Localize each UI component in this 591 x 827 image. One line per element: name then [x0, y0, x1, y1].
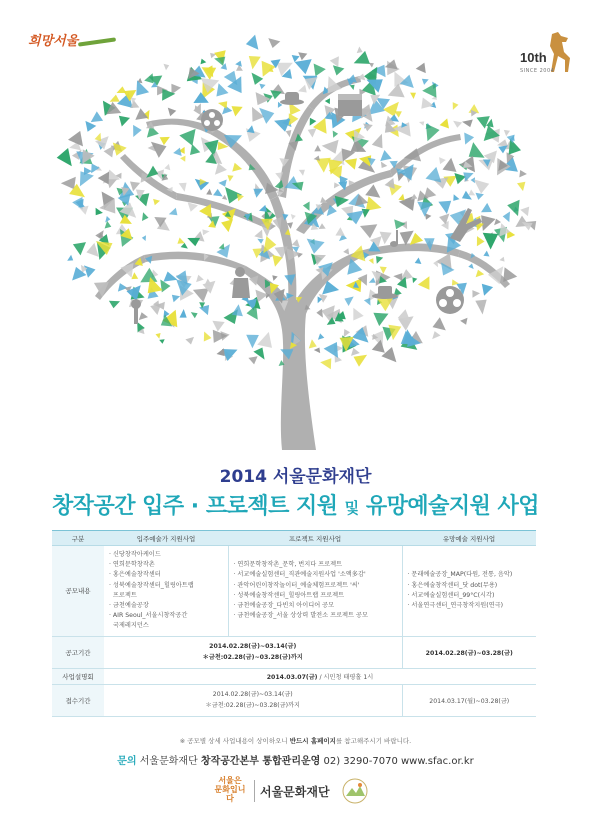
leaf-triangle: [109, 301, 120, 309]
leaf-triangle: [160, 137, 170, 145]
row-label: 사업설명회: [52, 668, 104, 684]
leaf-triangle: [422, 79, 429, 85]
leaf-triangle: [433, 260, 438, 267]
leaf-triangle: [503, 267, 517, 282]
leaf-triangle: [303, 202, 310, 211]
leaf-triangle: [307, 239, 325, 254]
leaf-triangle: [299, 170, 305, 176]
leaf-triangle: [372, 134, 383, 149]
leaf-triangle: [314, 255, 326, 265]
leaf-triangle: [221, 219, 233, 232]
leaf-triangle: [334, 182, 340, 188]
leaf-triangle: [422, 83, 436, 98]
leaf-triangle: [232, 163, 242, 172]
leaf-triangle: [344, 329, 350, 337]
logo-divider: [254, 780, 255, 802]
seoul-emblem-icon: [340, 776, 370, 806]
leaf-triangle: [469, 142, 485, 158]
leaf-triangle: [462, 120, 473, 128]
leaf-triangle: [259, 205, 267, 212]
film-reel-icon: [436, 286, 464, 314]
leaf-triangle: [291, 214, 296, 220]
content-item: 프로젝트: [109, 591, 137, 599]
leaf-triangle: [319, 223, 326, 229]
leaf-triangle: [369, 278, 376, 283]
leaf-triangle: [376, 256, 383, 264]
leaf-triangle: [519, 170, 527, 177]
leaf-triangle: [259, 84, 265, 90]
leaf-triangle: [318, 333, 324, 339]
leaf-triangle: [365, 184, 380, 197]
leaf-triangle: [410, 233, 423, 245]
leaf-triangle: [131, 272, 138, 279]
leaf-triangle: [248, 356, 257, 364]
table-row-period: [52, 636, 536, 668]
hope-seoul-logo: 희망서울: [28, 30, 78, 49]
content-item: · 서교예술실험센터_직관예술지원사업 '소액多감': [233, 571, 366, 579]
content-item: · 서울연극센터_연극창작지원(연극): [407, 602, 504, 610]
leaf-triangle: [398, 194, 404, 201]
leaf-triangle: [212, 321, 224, 332]
table-row-briefing: [52, 668, 536, 684]
title-main-part1: 창작공간 입주 · 프로젝트 지원: [51, 494, 338, 519]
tree-illustration: [20, 30, 571, 450]
content-item: · 신당창작아케이드: [109, 551, 161, 558]
leaf-triangle: [364, 298, 371, 306]
leaf-triangle: [119, 116, 130, 127]
leaf-triangle: [424, 187, 436, 199]
table-row-content: [52, 546, 536, 637]
leaf-triangle: [270, 90, 282, 99]
leaf-triangle: [196, 275, 204, 282]
leaf-triangle: [257, 332, 272, 348]
leaf-triangle: [235, 61, 242, 67]
leaf-triangle: [481, 203, 492, 212]
leaf-triangle: [477, 236, 485, 246]
leaf-triangle: [417, 202, 432, 217]
leaf-triangle: [113, 143, 127, 156]
leaf-triangle: [179, 183, 187, 192]
leaf-triangle: [494, 219, 501, 225]
title-year: 2014 서울문화재단: [219, 467, 372, 487]
leaf-triangle: [73, 242, 86, 255]
leaf-triangle: [191, 312, 198, 318]
leaf-triangle: [385, 59, 398, 69]
leaf-triangle: [438, 201, 451, 214]
since-text: SINCE 2004: [520, 68, 555, 74]
leaf-triangle: [346, 278, 362, 292]
leaf-triangle: [421, 98, 433, 109]
footnote: ※ 공모별 상세 사업내용이 상이하오니 반드시 홈페이지를 참고해주시기 바랍니다.: [179, 737, 412, 745]
leaf-triangle: [164, 164, 170, 170]
leaf-triangle: [144, 73, 153, 83]
hat-icon: [280, 92, 304, 105]
leaf-triangle: [135, 193, 149, 206]
leaf-triangle: [289, 113, 299, 125]
leaf-triangle: [472, 290, 480, 298]
content-item: · 성북예술창작센터_힐링아트랩: [109, 581, 194, 589]
content-col-promising: [402, 546, 536, 637]
leaf-triangle: [181, 243, 188, 249]
leaf-triangle: [330, 56, 339, 67]
leaf-triangle: [432, 331, 440, 339]
leaf-triangle: [219, 243, 225, 249]
leaf-triangle: [314, 145, 321, 151]
anniversary-number: 10th: [520, 50, 547, 65]
table-header-cell: 유망예술 지원사업: [402, 531, 536, 546]
leaf-triangle: [72, 197, 82, 209]
leaf-triangle: [322, 140, 339, 154]
leaf-triangle: [305, 77, 318, 90]
leaf-triangle: [272, 275, 277, 281]
leaf-triangle: [504, 130, 510, 136]
leaf-triangle: [146, 166, 158, 178]
title-main-part2: 유망예술지원 사업: [365, 494, 540, 519]
leaf-triangle: [202, 229, 209, 235]
leaf-triangle: [298, 52, 307, 60]
contact-line: 문의 서울문화재단 창작공간본부 통합관리운영 02) 3290-7070 www.sfac.or.kr: [117, 756, 474, 767]
leaf-triangle: [213, 330, 228, 343]
leaf-triangle: [228, 175, 234, 182]
leaf-triangle: [133, 125, 142, 137]
leaf-triangle: [433, 317, 446, 330]
receipt-right: 2014.03.17(월)~03.28(금): [402, 684, 536, 716]
clapperboard-icon: [338, 94, 362, 116]
leaf-triangle: [193, 103, 201, 115]
leaf-triangle: [380, 150, 392, 161]
leaf-triangle: [292, 239, 300, 247]
content-item: · 관악어린이창작놀이터_예술체험프로젝트 '씨': [233, 581, 360, 589]
leaf-triangle: [354, 51, 370, 64]
leaf-triangle: [190, 144, 200, 155]
content-item: · 홍은예술창작센터: [109, 571, 161, 579]
leaf-triangle: [415, 258, 422, 265]
leaf-triangle: [309, 339, 317, 348]
leaf-triangle: [477, 116, 490, 129]
leaf-triangle: [453, 121, 462, 128]
row-label: 접수기간: [52, 684, 104, 716]
leaf-triangle: [412, 277, 417, 283]
row-label: 공모내용: [52, 546, 104, 637]
leaf-triangle: [410, 93, 416, 99]
leaf-triangle: [61, 177, 76, 190]
leaf-triangle: [249, 56, 261, 69]
bottom-logos: [190, 774, 400, 810]
leaf-triangle: [232, 304, 243, 316]
leaf-triangle: [324, 342, 338, 358]
leaf-triangle: [354, 355, 368, 367]
film-reel-icon-2: [201, 109, 223, 131]
leaf-triangle: [215, 163, 227, 175]
content-item: · 금천예술공장_서울 상상력 발전소 프로젝트 공모: [233, 612, 368, 620]
leaf-triangle: [520, 207, 529, 217]
content-item: · 문래예술공장_MAP(다원, 전통, 음악): [407, 571, 513, 579]
leaf-triangle: [177, 238, 184, 244]
leaf-triangle: [320, 358, 331, 369]
leaf-triangle: [218, 180, 226, 187]
leaf-triangle: [286, 130, 292, 137]
leaf-triangle: [252, 73, 264, 85]
leaf-triangle: [172, 295, 180, 302]
seoul-culture-logo: 서울은 문화입니다: [214, 776, 246, 803]
leaf-triangle: [453, 194, 459, 201]
leaf-triangle: [369, 258, 374, 264]
leaf-triangle: [169, 208, 178, 216]
leaf-triangle: [80, 171, 94, 186]
leaf-triangle: [509, 139, 521, 155]
table-header-row: [52, 531, 536, 546]
leaf-triangle: [310, 118, 317, 126]
leaf-triangle: [193, 288, 209, 302]
leaf-triangle: [483, 251, 489, 257]
leaf-triangle: [110, 95, 120, 102]
sfac-logo-text: 서울문화재단: [260, 785, 330, 799]
leaf-triangle: [314, 348, 320, 354]
leaf-triangle: [173, 148, 182, 156]
leaf-triangle: [481, 215, 496, 231]
leaf-triangle: [475, 300, 486, 315]
leaf-triangle: [499, 257, 504, 262]
content-item: · 금천예술공장_다빈치 아이디어 공모: [233, 602, 335, 610]
title-main-and: 및: [344, 499, 359, 517]
leaf-triangle: [298, 85, 307, 93]
content-item: · AIR Seoul_서울시창작공간: [109, 612, 188, 620]
row-label: 공고기간: [52, 636, 104, 668]
leaf-triangle: [360, 224, 377, 238]
website-link[interactable]: www.sfac.or.kr: [401, 756, 474, 767]
microphone-icon: [131, 299, 141, 324]
leaf-triangle: [168, 108, 177, 117]
table-header-cell: 프로젝트 지원사업: [228, 531, 402, 546]
content-item: · 성북예술창작센터_힐링아트랩 프로젝트: [233, 591, 345, 599]
leaf-triangle: [216, 83, 228, 96]
leaf-triangle: [464, 133, 474, 145]
leaf-triangle: [164, 272, 178, 282]
leaf-triangle: [254, 230, 262, 239]
leaf-triangle: [517, 182, 525, 191]
title-main: [0, 489, 591, 520]
leaf-triangle: [199, 204, 211, 218]
leaf-triangle: [180, 156, 185, 162]
leaf-triangle: [201, 59, 207, 65]
leaf-triangle: [256, 92, 271, 105]
leaf-triangle: [117, 86, 127, 93]
leaf-triangle: [316, 309, 323, 318]
leaf-triangle: [292, 55, 300, 62]
leaf-triangle: [153, 199, 160, 205]
content-item: · 홍은예술창작센터_닷 dot(무용): [407, 581, 498, 589]
leaf-triangle: [482, 284, 493, 296]
leaf-triangle: [105, 216, 110, 223]
leaf-triangle: [419, 121, 424, 125]
music-note-icon: [390, 230, 398, 247]
leaf-triangle: [373, 313, 388, 326]
leaf-triangle: [139, 312, 148, 320]
leaf-triangle: [350, 85, 355, 90]
leaf-triangle: [468, 190, 475, 196]
leaf-triangle: [257, 239, 263, 244]
leaf-triangle: [91, 164, 100, 174]
leaf-triangle: [164, 64, 170, 71]
leaf-triangle: [217, 348, 225, 356]
leaf-triangle: [468, 264, 473, 270]
leaf-triangle: [476, 270, 485, 278]
period-left: 2014.02.28(금)~03.14(금) ＊금천:02.28(금)~03.28(금)까지: [104, 636, 402, 668]
leaf-triangle: [474, 179, 489, 193]
content-item: · 서교예술실험센터_99°C(시각): [407, 591, 495, 599]
leaf-triangle: [503, 212, 510, 223]
leaf-triangle: [206, 189, 212, 195]
leaf-triangle: [185, 337, 194, 345]
leaf-triangle: [84, 265, 96, 277]
leaf-triangle: [440, 118, 449, 128]
leaf-triangle: [180, 309, 187, 318]
receipt-left: 2014.02.28(금)~03.14(금) ＊금천:02.28(금)~03.28(금)까지: [104, 684, 402, 716]
leaf-triangle: [476, 193, 484, 200]
leaf-triangle: [362, 209, 370, 218]
leaf-triangle: [498, 145, 507, 153]
leaf-triangle: [295, 59, 312, 74]
leaf-triangle: [142, 212, 149, 221]
content-col-resident: [104, 546, 228, 637]
leaf-triangle: [202, 67, 217, 80]
period-right: 2014.02.28(금)~03.28(금): [402, 636, 536, 668]
leaf-triangle: [366, 196, 382, 211]
table-header-cell: 구분: [52, 531, 104, 546]
leaf-triangle: [187, 238, 200, 246]
leaf-triangle: [418, 276, 430, 290]
leaf-triangle: [353, 308, 363, 321]
content-item: · 연희문학창작촌_문학, 번지다 프로젝트: [233, 561, 343, 569]
content-col-project: [228, 546, 402, 637]
leaf-triangle: [308, 128, 317, 137]
leaf-triangle: [351, 348, 360, 356]
leaf-triangle: [381, 162, 387, 168]
leaf-triangle: [325, 98, 330, 104]
leaf-triangle: [218, 101, 227, 108]
leaf-triangle: [179, 129, 195, 146]
leaf-triangle: [268, 38, 280, 48]
leaf-triangle: [453, 102, 459, 110]
leaf-triangle: [344, 297, 353, 307]
leaf-triangle: [380, 232, 392, 245]
leaf-triangle: [156, 333, 161, 339]
leaf-triangle: [204, 332, 212, 342]
leaf-triangle: [222, 195, 227, 200]
leaf-triangle: [263, 236, 276, 253]
leaf-triangle: [104, 146, 114, 158]
content-item: 국제레지던스: [109, 622, 149, 630]
leaf-triangle: [142, 235, 146, 241]
leaf-triangle: [344, 158, 357, 169]
leaf-triangle: [199, 305, 209, 315]
hat-icon-2: [372, 286, 398, 299]
leaf-triangle: [246, 335, 259, 349]
briefing-info: 2014.03.07(금) / 시민청 태평홀 1시: [104, 668, 536, 684]
leaf-triangle: [343, 248, 349, 255]
leaf-triangle: [95, 133, 102, 142]
leaf-triangle: [460, 318, 467, 325]
leaf-triangle: [314, 64, 326, 77]
leaf-triangle: [246, 35, 259, 50]
leaf-triangle: [335, 227, 345, 236]
leaf-triangle: [394, 219, 405, 229]
leaf-triangle: [222, 105, 232, 114]
leaf-triangle: [86, 243, 98, 257]
leaf-triangle: [85, 121, 96, 132]
leaf-triangle: [426, 167, 442, 183]
leaf-triangle: [393, 273, 402, 281]
info-table: [52, 530, 536, 717]
leaf-triangle: [136, 80, 149, 95]
leaf-triangle: [232, 106, 243, 116]
table-row-receipt: [52, 684, 536, 716]
leaf-triangle: [67, 255, 73, 261]
leaf-triangle: [214, 57, 225, 66]
leaf-triangle: [426, 124, 440, 142]
leaf-triangle: [160, 280, 170, 293]
leaf-triangle: [333, 131, 338, 138]
leaf-triangle: [333, 65, 345, 75]
leaf-triangle: [439, 157, 446, 164]
leaf-triangle: [483, 233, 499, 250]
leaf-triangle: [357, 47, 363, 54]
content-item: · 금천예술공장: [109, 602, 149, 610]
leaf-triangle: [159, 339, 165, 344]
table-header-cell: 입주예술가 지원사업: [104, 531, 228, 546]
leaf-triangle: [416, 63, 426, 74]
leaf-triangle: [213, 189, 223, 197]
leaf-triangle: [118, 283, 128, 292]
content-item: · 연희문학창작촌: [109, 561, 155, 569]
leaf-triangle: [91, 111, 103, 122]
leaf-triangle: [57, 148, 72, 166]
